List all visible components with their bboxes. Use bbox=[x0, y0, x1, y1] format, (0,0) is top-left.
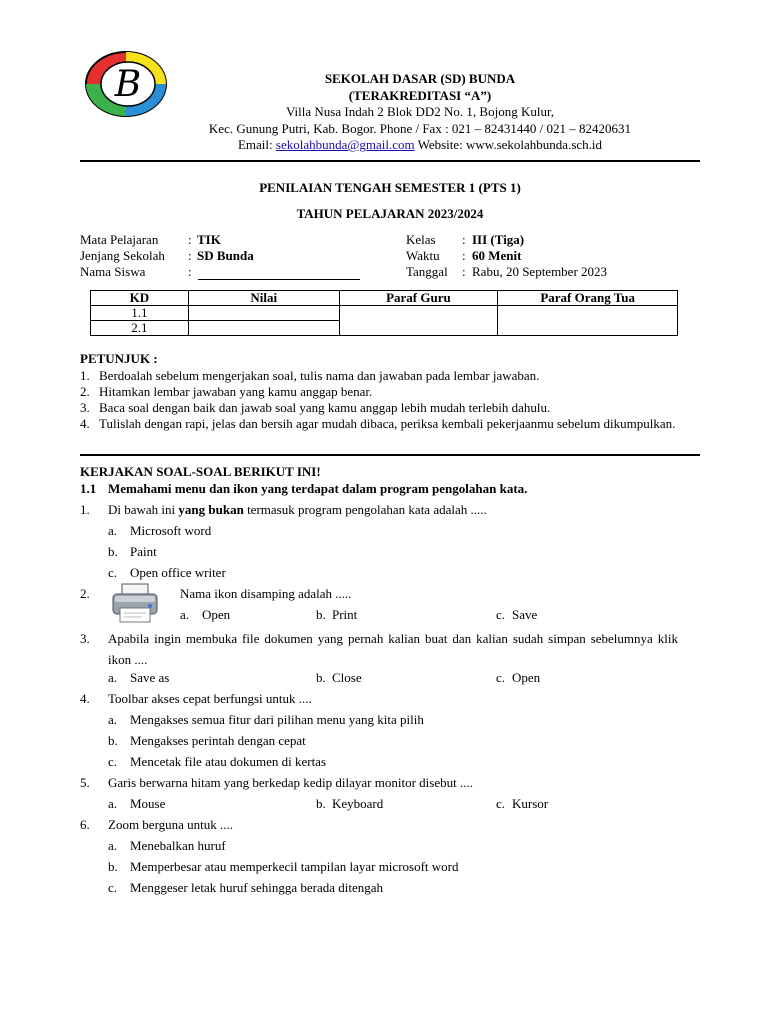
option-2c[interactable]: c. Save bbox=[496, 607, 538, 622]
question-number: 4. bbox=[80, 691, 90, 706]
option-5a[interactable]: a. Mouse bbox=[108, 796, 166, 811]
list-item: 4. Tulislah dengan rapi, jelas dan bersih agar mudah dibaca, periksa kembali pekerjaanmu sebelum dikumpulkan. bbox=[80, 416, 676, 431]
exam-title: PENILAIAN TENGAH SEMESTER 1 (PTS 1) bbox=[259, 180, 521, 195]
printer-icon bbox=[110, 582, 160, 624]
date-colon: : bbox=[462, 264, 466, 279]
kd-cell: 1.1 bbox=[91, 306, 189, 321]
level-row bbox=[80, 248, 254, 264]
student-name-blank[interactable] bbox=[198, 268, 360, 280]
school-accreditation: (TERAKREDITASI “A”) bbox=[348, 87, 492, 103]
subject-value: TIK bbox=[197, 232, 221, 247]
option-2b[interactable]: b. Print bbox=[316, 607, 358, 622]
website-text: Website: www.sekolahbunda.sch.id bbox=[414, 137, 603, 152]
header-kd: KD bbox=[91, 291, 189, 306]
logo-letter: B bbox=[114, 64, 142, 105]
name-label: Nama Siswa bbox=[80, 264, 146, 279]
list-item: 3. Baca soal dengan baik dan jawab soal yang kamu anggap lebih mudah terlebih dahulu. bbox=[80, 400, 551, 415]
question-number: 6. bbox=[80, 817, 90, 832]
nilai-cell[interactable] bbox=[188, 321, 339, 336]
paraf-guru-cell[interactable] bbox=[339, 306, 498, 336]
question-2-number: 2. bbox=[80, 586, 90, 601]
question-3 bbox=[80, 628, 678, 668]
option-5c[interactable]: c. Kursor bbox=[496, 796, 549, 811]
paraf-orang-tua-cell[interactable] bbox=[498, 306, 678, 336]
class-row bbox=[406, 232, 525, 248]
email-label: Email: bbox=[237, 137, 276, 152]
school-address-1: Villa Nusa Indah 2 Blok DD2 No. 1, Bojong Kulur, bbox=[285, 104, 555, 119]
option-6c[interactable]: c. Menggeser letak huruf sehingga berada ditengah bbox=[108, 880, 384, 895]
option-4c[interactable]: c. Mencetak file atau dokumen di kertas bbox=[108, 754, 327, 769]
option-6b[interactable]: b. Memperbesar atau memperkecil tampilan layar microsoft word bbox=[108, 859, 459, 874]
question-text: Zoom berguna untuk .... bbox=[108, 817, 234, 832]
nilai-cell[interactable] bbox=[188, 306, 339, 321]
class-value: III (Tiga) bbox=[472, 232, 525, 247]
class-colon: : bbox=[462, 232, 466, 247]
level-value: SD Bunda bbox=[197, 248, 254, 263]
question-4 bbox=[80, 691, 678, 707]
section-sub-number: 1.1 bbox=[80, 481, 97, 496]
time-row bbox=[406, 248, 522, 264]
option-4a[interactable]: a. Mengakses semua fitur dari pilihan menu yang kita pilih bbox=[108, 712, 424, 727]
option-1a[interactable]: a. Microsoft word bbox=[108, 523, 212, 538]
option-1c[interactable]: c. Open office writer bbox=[108, 565, 226, 580]
instructions-title: PETUNJUK : bbox=[80, 351, 158, 366]
question-number: 3. bbox=[80, 631, 90, 646]
subject-label: Mata Pelajaran bbox=[80, 232, 159, 247]
school-address-2: Kec. Gunung Putri, Kab. Bogor. Phone / Fax : 021 – 82431440 / 021 – 82420631 bbox=[208, 120, 632, 136]
list-item: 2. Hitamkan lembar jawaban yang kamu anggap benar. bbox=[80, 384, 373, 399]
option-5b[interactable]: b. Keyboard bbox=[316, 796, 384, 811]
score-table-header bbox=[91, 291, 678, 306]
date-value: Rabu, 20 September 2023 bbox=[472, 264, 608, 279]
question-number: 1. bbox=[80, 502, 90, 517]
option-6a[interactable]: a. Menebalkan huruf bbox=[108, 838, 226, 853]
option-3b[interactable]: b. Close bbox=[316, 670, 362, 685]
score-table bbox=[90, 290, 678, 336]
school-contact bbox=[120, 137, 720, 154]
option-1b[interactable]: b. Paint bbox=[108, 544, 157, 559]
header-nilai: Nilai bbox=[188, 291, 339, 306]
exam-year: TAHUN PELAJARAN 2023/2024 bbox=[296, 206, 484, 221]
instructions-list bbox=[80, 368, 678, 432]
option-2a[interactable]: a. Open bbox=[180, 607, 231, 622]
header-divider bbox=[80, 160, 700, 162]
question-text: Toolbar akses cepat berfungsi untuk .... bbox=[108, 691, 312, 706]
time-colon: : bbox=[462, 248, 466, 263]
class-label: Kelas bbox=[406, 232, 436, 247]
question-5 bbox=[80, 775, 678, 791]
kd-cell: 2.1 bbox=[91, 321, 189, 336]
table-row bbox=[91, 306, 678, 321]
header-paraf-orang-tua: Paraf Orang Tua bbox=[498, 291, 678, 306]
question-text: Di bawah ini yang bukan termasuk program pengolahan kata adalah ..... bbox=[108, 502, 487, 517]
email-link[interactable]: sekolahbunda@gmail.com bbox=[275, 137, 415, 152]
level-colon: : bbox=[188, 248, 192, 263]
date-label: Tanggal bbox=[406, 264, 448, 279]
question-text: Garis berwarna hitam yang berkedap kedip dilayar monitor disebut .... bbox=[108, 775, 473, 790]
subject-colon: : bbox=[188, 232, 192, 247]
question-text: Apabila ingin membuka file dokumen yang pernah kalian buat dan kalian sudah simpan sebelumnya klik ikon .... bbox=[108, 631, 678, 667]
question-6 bbox=[80, 817, 678, 833]
school-name: SEKOLAH DASAR (SD) BUNDA bbox=[324, 71, 516, 86]
question-number: 5. bbox=[80, 775, 90, 790]
date-row bbox=[406, 264, 608, 280]
question-2-text: Nama ikon disamping adalah ..... bbox=[180, 586, 352, 601]
option-3c[interactable]: c. Open bbox=[496, 670, 541, 685]
time-label: Waktu bbox=[406, 248, 440, 263]
header-paraf-guru: Paraf Guru bbox=[339, 291, 498, 306]
level-label: Jenjang Sekolah bbox=[80, 248, 165, 263]
name-row bbox=[80, 264, 192, 280]
school-header bbox=[120, 71, 720, 154]
option-3a[interactable]: a. Save as bbox=[108, 670, 170, 685]
section-title: KERJAKAN SOAL-SOAL BERIKUT INI! bbox=[80, 464, 321, 479]
section-sub-title: Memahami menu dan ikon yang terdapat dalam program pengolahan kata. bbox=[108, 481, 528, 496]
name-colon: : bbox=[188, 264, 192, 279]
question-1 bbox=[80, 502, 678, 518]
option-4b[interactable]: b. Mengakses perintah dengan cepat bbox=[108, 733, 306, 748]
subject-row bbox=[80, 232, 221, 248]
section-divider bbox=[80, 454, 700, 456]
list-item: 1. Berdoalah sebelum mengerjakan soal, tulis nama dan jawaban pada lembar jawaban. bbox=[80, 368, 540, 383]
time-value: 60 Menit bbox=[472, 248, 522, 263]
